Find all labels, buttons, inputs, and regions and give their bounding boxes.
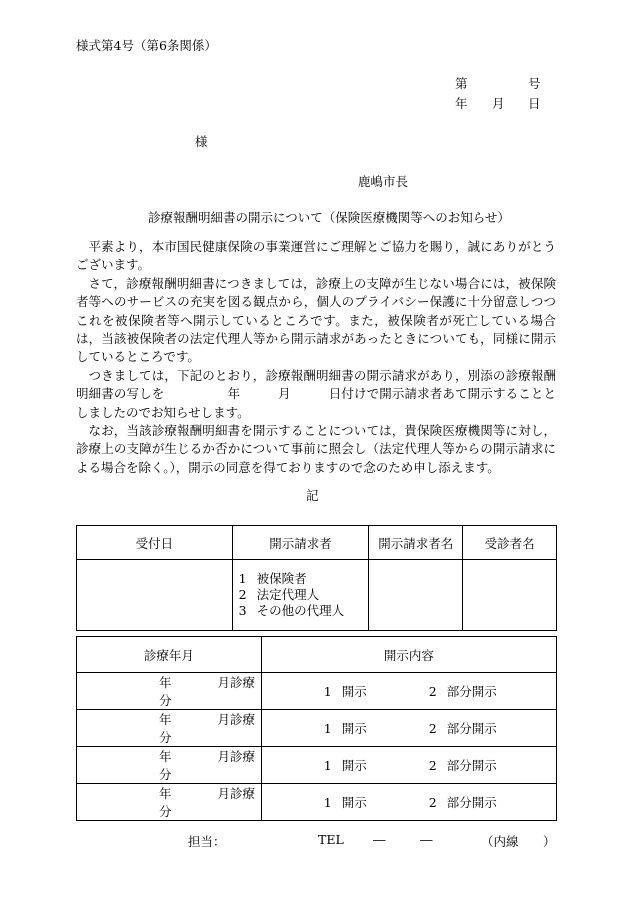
body-paragraph-1: 平素より，本市国民健康保険の事業運営にご理解とご協力を賜り，誠にありがとうございます。 [76,239,556,273]
header-treatment-period: 診療年月 [77,637,262,673]
disclosure-table [76,636,557,821]
document-title: 診療報酬明細書の開示について（保険医療機関等へのお知らせ） [148,210,510,225]
date-day-label: 日 [528,96,541,111]
contact-person-label: 担当： [188,834,226,849]
document-number-label: 第 [455,76,468,91]
form-number: 様式第4号（第6条関係） [76,38,217,53]
request-table [76,525,557,631]
date-month-label: 月 [492,96,505,111]
requester-type-item: 3 その他の代理人 [238,603,345,618]
treatment-period-cell: 年 月診療分 [77,747,262,784]
header-requester: 開示請求者 [232,526,369,560]
date-year-label: 年 [455,96,468,111]
header-patient-name: 受診者名 [463,526,557,560]
disclosure-row [77,673,557,710]
header-requester-name: 開示請求者名 [369,526,463,560]
request-table-row [77,560,557,631]
body-text [76,238,556,477]
tel-dash: ― [420,832,433,847]
disclosure-option-cell: 1 開示 2 部分開示 [261,673,556,710]
header-disclosure-content: 開示内容 [261,637,556,673]
issuer-name: 鹿嶋市長 [358,174,409,189]
tel-dash: ― [373,832,386,847]
disclosure-option-cell: 1 開示 2 部分開示 [261,747,556,784]
requester-type-item: 2 法定代理人 [238,587,320,602]
request-table-header-row [77,526,557,560]
document-number-suffix: 号 [528,76,541,91]
disclosure-row [77,710,557,747]
contact-extension-label: （内線 [481,834,519,849]
body-paragraph-4: なお，当該診療報酬明細書を開示することについては，貴保険医療機関等に対し，診療上の支障が生じるか否かについて事前に照会し（法定代理人等からの開示請求による場合を除く。），開示の同意を得ておりますので念のため申し添えます。 [76,423,556,475]
disclosure-table-header-row [77,637,557,673]
patient-name-cell [463,560,557,631]
disclosure-option-cell: 1 開示 2 部分開示 [261,710,556,747]
treatment-period-cell: 年 月診療分 [77,710,262,747]
requester-type-cell [232,560,369,631]
addressee-honorific: 様 [195,134,208,149]
contact-extension-close: ） [543,834,556,849]
disclosure-row [77,784,557,821]
contact-tel-label: TEL [318,832,344,847]
disclosure-row [77,747,557,784]
body-paragraph-3: つきましては，下記のとおり，診療報酬明細書の開示請求があり，別添の診療報酬明細書の写しを 年 月 日付けで開示請求者あて開示することとしましたのでお知らせします。 [76,367,556,420]
treatment-period-cell: 年 月診療分 [77,784,262,821]
requester-type-item: 1 被保険者 [238,571,307,586]
requester-name-cell [369,560,463,631]
reception-date-cell [77,560,233,631]
body-paragraph-2: さて，診療報酬明細書につきましては，診療上の支障が生じない場合には，被保険者等へのサービスの充実を図る観点から，個人のプライバシー保護に十分留意しつつこれを被保険者等へ開示しているところです。また，被保険者が死亡している場合は，当該被保険者の法定代理人等から開示請求があったときについても，同様に開示しているところです。 [76,275,556,365]
disclosure-option-cell: 1 開示 2 部分開示 [261,784,556,821]
ki-heading: 記 [306,488,319,503]
header-reception-date: 受付日 [77,526,233,560]
treatment-period-cell: 年 月診療分 [77,673,262,710]
